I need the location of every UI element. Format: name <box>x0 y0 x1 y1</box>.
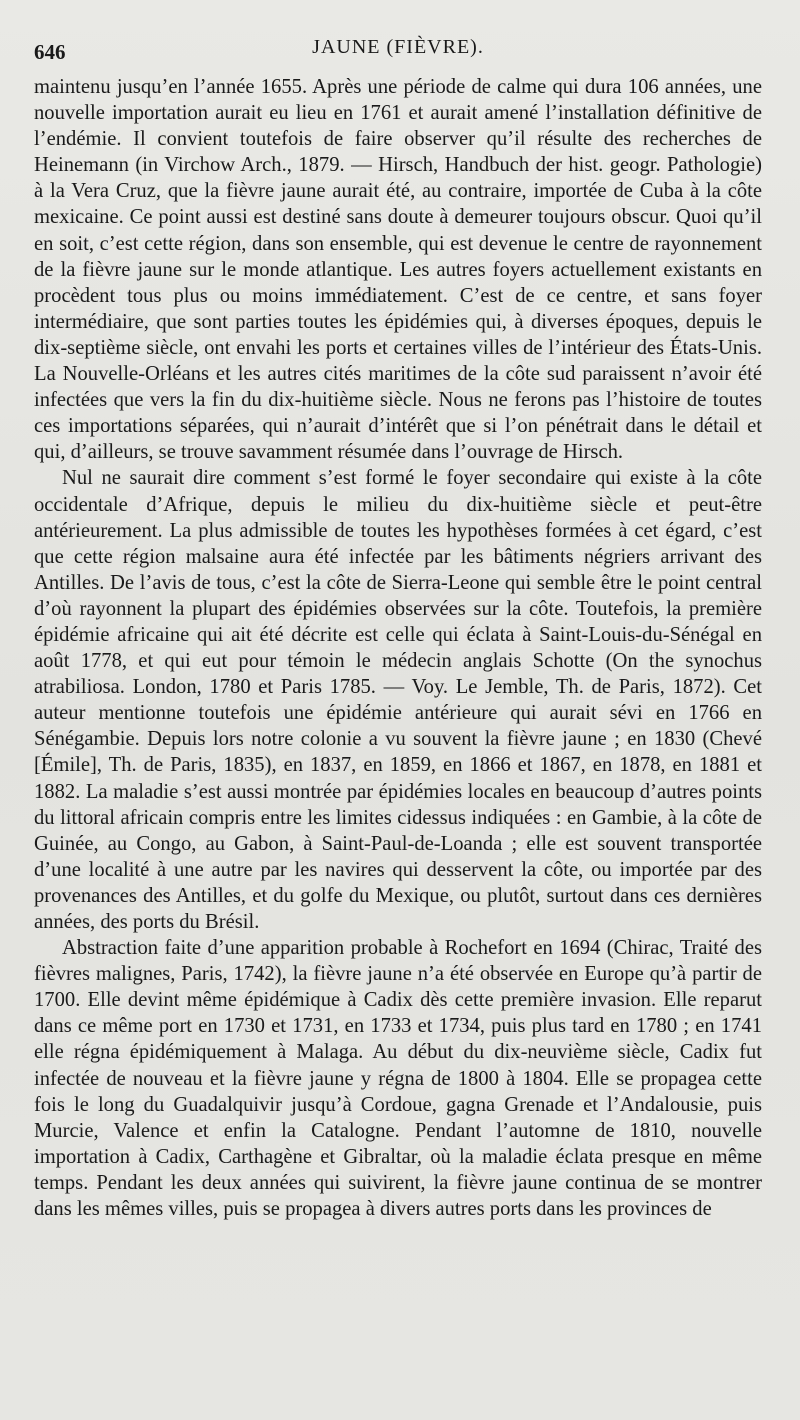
page-number: 646 <box>34 40 66 64</box>
page-header <box>34 34 762 74</box>
paragraph-africa: Nul ne saurait dire comment s’est formé le foyer secondaire qui existe à la côte occidentale d’Afrique, depuis le milieu du dix-huitième siècle et peut-être antérieurement. La plus admissible de toutes les hypothèses formées à cet égard, c’est que cette région malsaine aura été infectée par les bâtiments négriers arrivant des Antilles. De l’avis de tous, c’est la côte de Sierra-Leone qui semble être le point central d’où rayonnent la plupart des épidémies observées sur la côte. Toutefois, la première épidémie africaine qui ait été décrite est celle qui éclata à Saint-Louis-du-Sénégal en août 1778, et qui eut pour témoin le médecin anglais Schotte (On the synochus atrabiliosa. London, 1780 et Paris 1785. — Voy. Le Jemble, Th. de Paris, 1872). Cet auteur mentionne toutefois une épidémie antérieure qui aurait sévi en 1766 en Sénégambie. Depuis lors notre colonie a vu souvent la fièvre jaune ; en 1830 (Chevé [Émile], Th. de Paris, 1835), en 1837, en 1859, en 1866 et 1867, en 1878, en 1881 et 1882. La maladie s’est aussi montrée par épidémies locales en beaucoup d’autres points du littoral africain compris entre les limites cidessus indiquées : en Gambie, à la côte de Guinée, au Congo, au Gabon, à Saint-Paul-de-Loanda ; elle est souvent transportée d’une localité à une autre par les navires qui desservent la côte, ou importée par des provenances des Antilles, et du golfe du Mexique, ou plutôt, surtout dans ces dernières années, des ports du Brésil. <box>34 467 762 933</box>
paragraph-continued: maintenu jusqu’en l’année 1655. Après une période de calme qui dura 106 années, une nouvelle importation aurait eu lieu en 1761 et aurait amené l’installation définitive de l’endémie. Il convient toutefois de faire observer qu’il résulte des recherches de Heinemann (in Virchow Arch., 1879. — Hirsch, Handbuch der hist. geogr. Pathologie) à la Vera Cruz, que la fièvre jaune aurait été, au contraire, importée de Cuba à la côte mexicaine. Ce point aussi est destiné sans doute à demeurer toujours obscur. Quoi qu’il en soit, c’est cette région, dans son ensemble, qui est devenue le centre de rayonnement de la fièvre jaune sur le monde atlantique. Les autres foyers actuellement existants en procèdent tous plus ou moins immédiatement. C’est de ce centre, et sans foyer intermédiaire, que sont parties toutes les épidémies qui, à diverses époques, depuis le dix-septième siècle, ont envahi les ports et certaines villes de l’intérieur des États-Unis. La Nouvelle-Orléans et les autres cités maritimes de la côte sud paraissent n’avoir été infectées que vers la fin du dix-huitième siècle. Nous ne ferons pas l’histoire de toutes ces importations séparées, qui n’aurait d’intérêt que si l’on pénétrait dans le détail et qui, d’ailleurs, se trouve savamment résumée dans l’ouvrage de Hirsch. <box>34 76 762 464</box>
running-title: JAUNE (FIÈVRE). <box>312 36 484 58</box>
body-text <box>34 74 762 1222</box>
paragraph-europe: Abstraction faite d’une apparition probable à Rochefort en 1694 (Chirac, Traité des fièvres malignes, Paris, 1742), la fièvre jaune n’a été observée en Europe qu’à partir de 1700. Elle devint même épidémique à Cadix dès cette première invasion. Elle reparut dans ce même port en 1730 et 1731, en 1733 et 1734, puis plus tard en 1780 ; en 1741 elle régna épidémiquement à Malaga. Au début du dix-neuvième siècle, Cadix fut infectée de nouveau et la fièvre jaune y régna de 1800 à 1804. Elle se propagea cette fois le long du Guadalquivir jusqu’à Cordoue, gagna Grenade et l’Andalousie, puis Murcie, Valence et enfin la Catalogne. Pendant l’automne de 1810, nouvelle importation à Cadix, Carthagène et Gibraltar, où la maladie éclata presque en même temps. Pendant les deux années qui suivirent, la fièvre jaune continua de se montrer dans les mêmes villes, puis se propagea à divers autres ports dans les provinces de <box>34 937 762 1221</box>
